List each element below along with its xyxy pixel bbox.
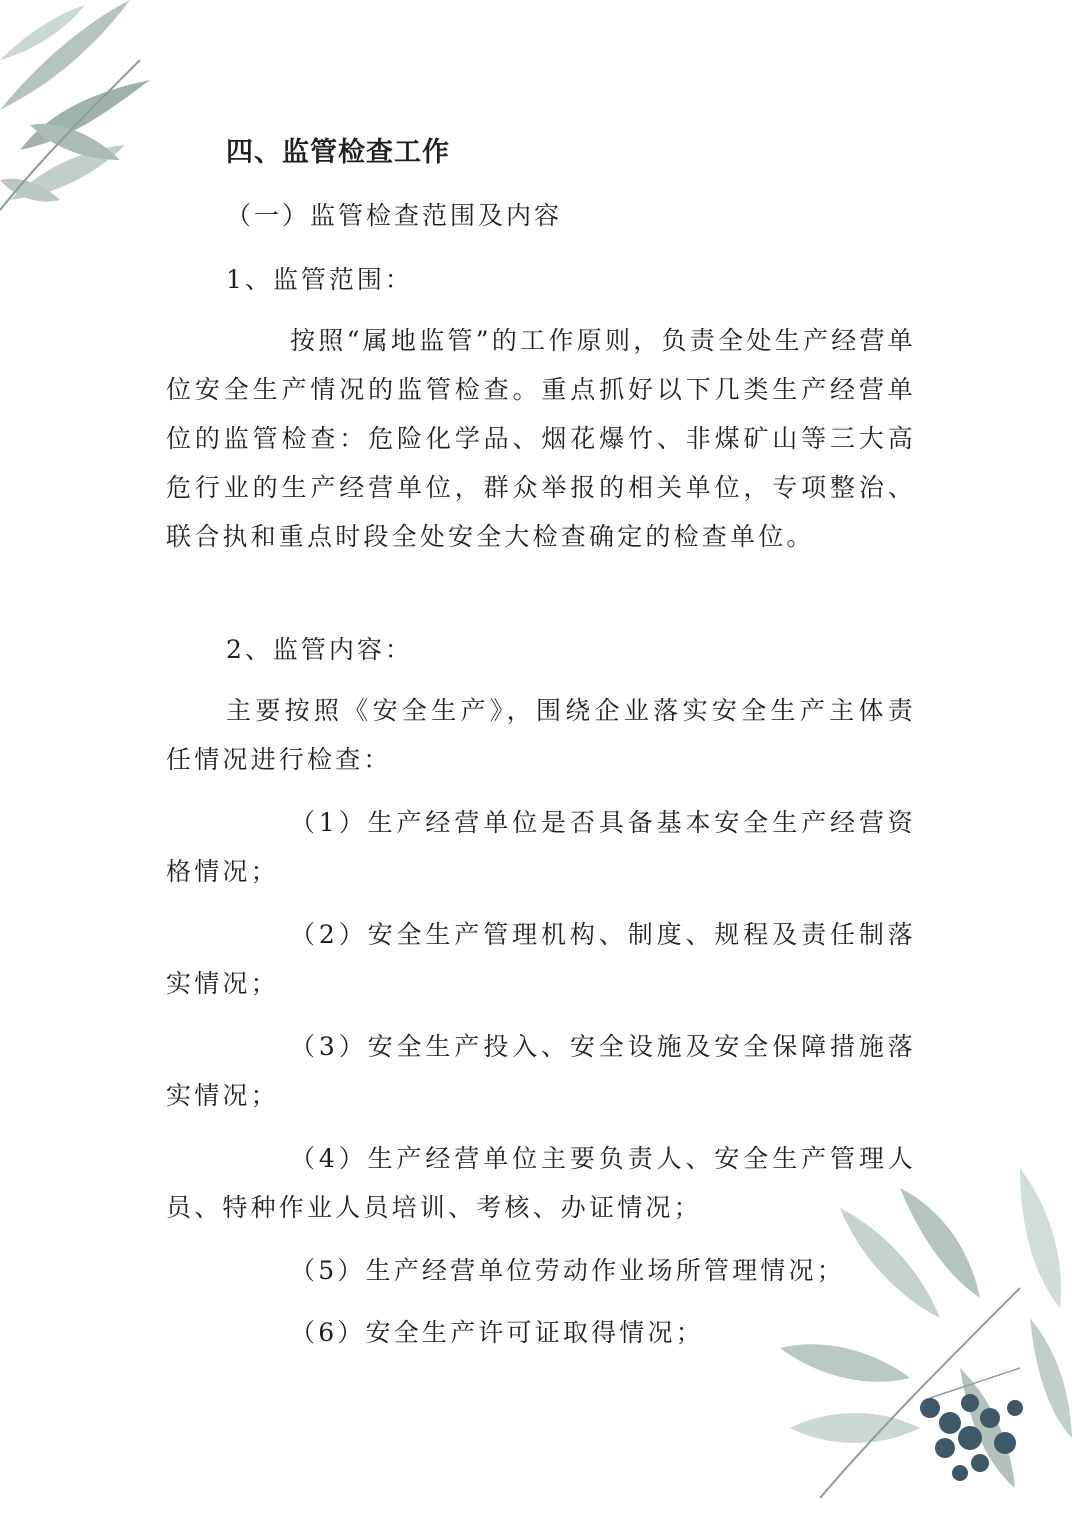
section-heading: 四、监管检查工作 <box>226 137 450 168</box>
content-intro-paragraph: 主要按照《安全生产》，围绕企业落实安全生产主体责任情况进行检查： <box>166 696 916 774</box>
list-item-1: （1）生产经营单位是否具备基本安全生产经营资格情况； <box>166 808 916 886</box>
leaf-branch-illustration <box>0 0 240 230</box>
list-item-5: （5）生产经营单位劳动作业场所管理情况； <box>290 1256 845 1285</box>
list-item-2: （2）安全生产管理机构、制度、规程及责任制落实情况； <box>166 920 916 998</box>
scope-label: 1、监管范围： <box>226 265 413 294</box>
scope-paragraph: 按照“属地监管”的工作原则，负责全处生产经营单位安全生产情况的监管检查。重点抓好以下几类生产经营单位的监管检查：危险化学品、烟花爆竹、非煤矿山等三大高危行业的生产经营单位，群众举报的相关单位，专项整治、联合执和重点时段全处安全大检查确定的检查单位。 <box>166 326 916 551</box>
leaf-and-berry-illustration <box>780 1168 1080 1528</box>
list-item-4: （4）生产经营单位主要负责人、安全生产管理人员、特种作业人员培训、考核、办证情况； <box>166 1144 916 1222</box>
content-label: 2、监管内容： <box>226 635 413 664</box>
list-item-6: （6）安全生产许可证取得情况； <box>290 1318 704 1347</box>
list-item-3: （3）安全生产投入、安全设施及安全保障措施落实情况； <box>166 1032 916 1110</box>
subsection-heading: （一）监管检查范围及内容 <box>226 201 563 230</box>
